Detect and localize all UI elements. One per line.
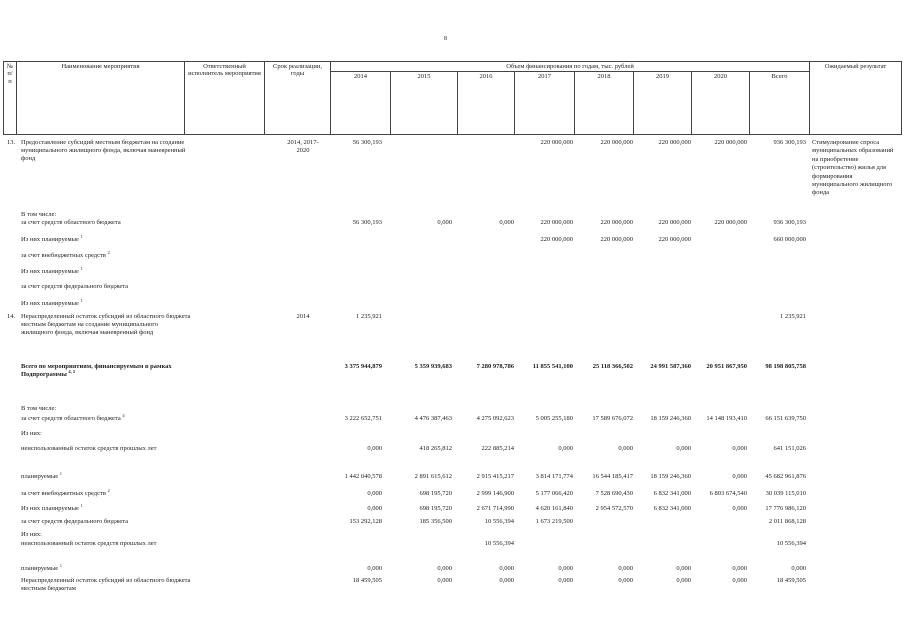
value-cell: 1 235,921 bbox=[356, 313, 382, 320]
value-cell: 45 682 961,876 bbox=[765, 473, 806, 480]
value-cell: 0,000 bbox=[618, 577, 633, 584]
value-cell: 222 885,214 bbox=[481, 445, 514, 452]
value-cell: 7 528 690,430 bbox=[595, 490, 633, 497]
value-cell: 220 000,000 bbox=[540, 219, 573, 226]
row-name bbox=[21, 283, 191, 291]
value-cell: 10 556,394 bbox=[776, 540, 806, 547]
value-cell: 0,000 bbox=[437, 577, 452, 584]
value-cell: 220 000,000 bbox=[714, 139, 747, 146]
value-cell: 0,000 bbox=[367, 565, 382, 572]
header-year: 2019 bbox=[634, 72, 692, 135]
row-name bbox=[21, 249, 191, 260]
row-name bbox=[21, 405, 191, 413]
row-name bbox=[21, 540, 191, 548]
value-cell: 5 359 939,683 bbox=[414, 363, 452, 370]
footnote-mark: 1 bbox=[59, 562, 63, 568]
value-cell: 2 671 714,990 bbox=[476, 505, 514, 512]
row-name-text: Всего по мероприятиям, финансируемым в рамках Подпрограммы bbox=[21, 363, 172, 378]
value-cell: 3 375 944,879 bbox=[344, 363, 382, 370]
value-cell: 6 832 341,000 bbox=[653, 505, 691, 512]
footnote-mark: 1 bbox=[59, 470, 63, 476]
footnote-mark: 1 bbox=[80, 233, 83, 239]
table-header bbox=[3, 61, 902, 135]
value-cell: 0,000 bbox=[676, 445, 691, 452]
value-cell: 18 459,505 bbox=[352, 577, 382, 584]
value-cell: 0,000 bbox=[499, 577, 514, 584]
row-name bbox=[21, 233, 191, 244]
value-cell: 16 544 185,417 bbox=[592, 473, 633, 480]
value-cell: 2 954 572,570 bbox=[595, 505, 633, 512]
value-cell: 2 999 146,900 bbox=[476, 490, 514, 497]
row-result: Стимулирование спроса муниципальных образований на приобретение (строительство) жилья для формирования муниципального жилищного фонда bbox=[812, 139, 894, 197]
row-name-text: планируемые bbox=[21, 473, 59, 480]
header-number: № п/п bbox=[4, 62, 17, 135]
row-number: 13. bbox=[7, 139, 16, 146]
value-cell: 2 915 415,217 bbox=[476, 473, 514, 480]
row-name bbox=[21, 470, 191, 481]
value-cell: 0,000 bbox=[791, 565, 806, 572]
value-cell: 0,000 bbox=[732, 473, 747, 480]
value-cell: 220 000,000 bbox=[658, 236, 691, 243]
row-name-text: за счет внебюджетных средств bbox=[21, 490, 106, 497]
header-total: Всего bbox=[750, 72, 810, 135]
header-funding: Объем финансирования по годам, тыс. рублей bbox=[331, 62, 810, 72]
value-cell: 0,000 bbox=[558, 565, 573, 572]
header-result: Ожидаемый результат bbox=[810, 62, 902, 135]
row-name bbox=[21, 265, 191, 276]
value-cell: 0,000 bbox=[367, 445, 382, 452]
row-name bbox=[21, 412, 191, 423]
value-cell: 0,000 bbox=[732, 565, 747, 572]
row-name bbox=[21, 562, 191, 573]
footnote-mark: 4 bbox=[122, 412, 125, 418]
row-name-text: Из них планируемые bbox=[21, 268, 79, 275]
footnote-mark: 1 bbox=[80, 265, 83, 271]
value-cell: 17 589 676,072 bbox=[592, 415, 633, 422]
row-name-text: Из них планируемые bbox=[21, 236, 79, 243]
value-cell: 936 300,193 bbox=[773, 139, 806, 146]
value-cell: 0,000 bbox=[732, 577, 747, 584]
value-cell: 7 280 978,786 bbox=[476, 363, 514, 370]
value-cell: 56 300,193 bbox=[352, 219, 382, 226]
row-name bbox=[21, 363, 191, 379]
value-cell: 66 151 639,750 bbox=[765, 415, 806, 422]
value-cell: 4 476 387,463 bbox=[414, 415, 452, 422]
row-name bbox=[21, 297, 191, 308]
value-cell: 0,000 bbox=[499, 219, 514, 226]
value-cell: 0,000 bbox=[618, 565, 633, 572]
value-cell: 30 039 115,010 bbox=[765, 490, 806, 497]
footnote-mark: 2 bbox=[107, 487, 110, 493]
value-cell: 18 459,505 bbox=[776, 577, 806, 584]
footnote-mark: 2 bbox=[107, 249, 110, 255]
value-cell: 3 814 171,774 bbox=[535, 473, 573, 480]
value-cell: 0,000 bbox=[499, 565, 514, 572]
row-name-text: неиспользованный остаток средств прошлых лет bbox=[21, 540, 157, 547]
value-cell: 0,000 bbox=[732, 445, 747, 452]
value-cell: 20 951 867,950 bbox=[706, 363, 747, 370]
header-year: 2020 bbox=[692, 72, 750, 135]
row-name-text: за счет средств областного бюджета bbox=[21, 415, 121, 422]
value-cell: 1 673 219,500 bbox=[535, 518, 573, 525]
value-cell: 18 159 246,360 bbox=[650, 415, 691, 422]
value-cell: 18 159 246,360 bbox=[650, 473, 691, 480]
value-cell: 220 000,000 bbox=[658, 139, 691, 146]
value-cell: 698 195,720 bbox=[419, 505, 452, 512]
value-cell: 3 222 652,751 bbox=[344, 415, 382, 422]
value-cell: 220 000,000 bbox=[600, 219, 633, 226]
row-name-text: планируемые bbox=[21, 565, 59, 572]
value-cell: 14 148 193,410 bbox=[706, 415, 747, 422]
header-responsible: Ответственный исполнитель мероприятия bbox=[185, 62, 265, 135]
row-name bbox=[21, 139, 191, 163]
value-cell: 0,000 bbox=[437, 219, 452, 226]
row-name bbox=[21, 430, 191, 438]
header-year: 2014 bbox=[331, 72, 391, 135]
value-cell: 5 177 066,420 bbox=[535, 490, 573, 497]
page-number: 8 bbox=[444, 36, 447, 42]
value-cell: 10 556,394 bbox=[484, 540, 514, 547]
row-name-text: неиспользованный остаток средств прошлых лет bbox=[21, 445, 157, 452]
value-cell: 641 151,026 bbox=[773, 445, 806, 452]
value-cell: 220 000,000 bbox=[600, 139, 633, 146]
row-name-text: Из них планируемые bbox=[21, 300, 79, 307]
value-cell: 10 556,394 bbox=[484, 518, 514, 525]
row-number: 14. bbox=[7, 313, 16, 320]
value-cell: 0,000 bbox=[618, 445, 633, 452]
value-cell: 4 620 161,840 bbox=[535, 505, 573, 512]
value-cell: 0,000 bbox=[732, 505, 747, 512]
row-name bbox=[21, 577, 191, 593]
value-cell: 25 118 366,502 bbox=[592, 363, 633, 370]
row-name bbox=[21, 502, 191, 513]
value-cell: 24 991 587,360 bbox=[650, 363, 691, 370]
value-cell: 0,000 bbox=[558, 577, 573, 584]
value-cell: 98 198 805,758 bbox=[765, 363, 806, 370]
value-cell: 56 300,193 bbox=[352, 139, 382, 146]
row-name bbox=[21, 211, 191, 219]
row-name-text: за счет средств федерального бюджета bbox=[21, 283, 129, 290]
value-cell: 0,000 bbox=[437, 565, 452, 572]
value-cell: 220 000,000 bbox=[600, 236, 633, 243]
row-name bbox=[21, 313, 191, 337]
value-cell: 153 292,128 bbox=[349, 518, 382, 525]
row-name bbox=[21, 219, 191, 227]
value-cell: 0,000 bbox=[676, 577, 691, 584]
row-name-text: Предоставление субсидий местным бюджетам на создание муниципального жилищного фонда, включая маневренный фонд bbox=[21, 139, 186, 162]
value-cell: 220 000,000 bbox=[540, 236, 573, 243]
value-cell: 1 442 040,578 bbox=[344, 473, 382, 480]
row-name-text: В том числе: bbox=[21, 405, 57, 412]
header-term: Срок реализации, годы bbox=[265, 62, 331, 135]
row-name bbox=[21, 487, 191, 498]
row-term: 2014, 2017-2020 bbox=[287, 139, 319, 154]
row-name-text: за счет средств областного бюджета bbox=[21, 219, 121, 226]
row-name bbox=[21, 531, 191, 539]
row-name-text: за счет внебюджетных средств bbox=[21, 252, 106, 259]
value-cell: 1 235,921 bbox=[780, 313, 806, 320]
footnote-mark: 1 bbox=[80, 297, 83, 303]
row-name-text: Нераспределенный остаток субсидий из областного бюджета местным бюджетам на создание муниципального жилищного фонда, включая маневренный фонд bbox=[21, 313, 191, 336]
footnote-mark: 4, 5 bbox=[68, 368, 76, 374]
value-cell: 0,000 bbox=[558, 445, 573, 452]
row-term: 2014 bbox=[296, 313, 310, 320]
value-cell: 220 000,000 bbox=[540, 139, 573, 146]
header-name: Наименование мероприятия bbox=[17, 62, 185, 135]
value-cell: 0,000 bbox=[367, 490, 382, 497]
value-cell: 6 803 674,540 bbox=[709, 490, 747, 497]
value-cell: 2 011 868,128 bbox=[768, 518, 806, 525]
value-cell: 418 265,812 bbox=[419, 445, 452, 452]
value-cell: 6 832 341,000 bbox=[653, 490, 691, 497]
value-cell: 4 275 092,623 bbox=[476, 415, 514, 422]
value-cell: 17 776 986,120 bbox=[765, 505, 806, 512]
value-cell: 11 855 541,100 bbox=[532, 363, 573, 370]
value-cell: 2 891 615,612 bbox=[414, 473, 452, 480]
value-cell: 5 005 255,180 bbox=[535, 415, 573, 422]
row-name-text: Из них планируемые bbox=[21, 505, 79, 512]
footnote-mark: 1 bbox=[80, 502, 83, 508]
value-cell: 0,000 bbox=[367, 505, 382, 512]
row-name-text: В том числе: bbox=[21, 211, 57, 218]
value-cell: 185 356,500 bbox=[419, 518, 452, 525]
row-name-text: за счет средств федерального бюджета bbox=[21, 518, 129, 525]
row-name-text: Из них: bbox=[21, 430, 42, 437]
header-year: 2016 bbox=[458, 72, 515, 135]
header-year: 2018 bbox=[575, 72, 634, 135]
value-cell: 220 000,000 bbox=[658, 219, 691, 226]
value-cell: 698 195,720 bbox=[419, 490, 452, 497]
value-cell: 660 000,000 bbox=[773, 236, 806, 243]
header-year: 2015 bbox=[391, 72, 458, 135]
value-cell: 220 000,000 bbox=[714, 219, 747, 226]
value-cell: 936 300,193 bbox=[773, 219, 806, 226]
row-name bbox=[21, 518, 191, 526]
value-cell: 0,000 bbox=[676, 565, 691, 572]
header-year: 2017 bbox=[515, 72, 575, 135]
row-name-text: Нераспределенный остаток субсидий из областного бюджета местным бюджетам bbox=[21, 577, 191, 592]
row-name-text: Из них: bbox=[21, 531, 42, 538]
row-name bbox=[21, 445, 191, 453]
